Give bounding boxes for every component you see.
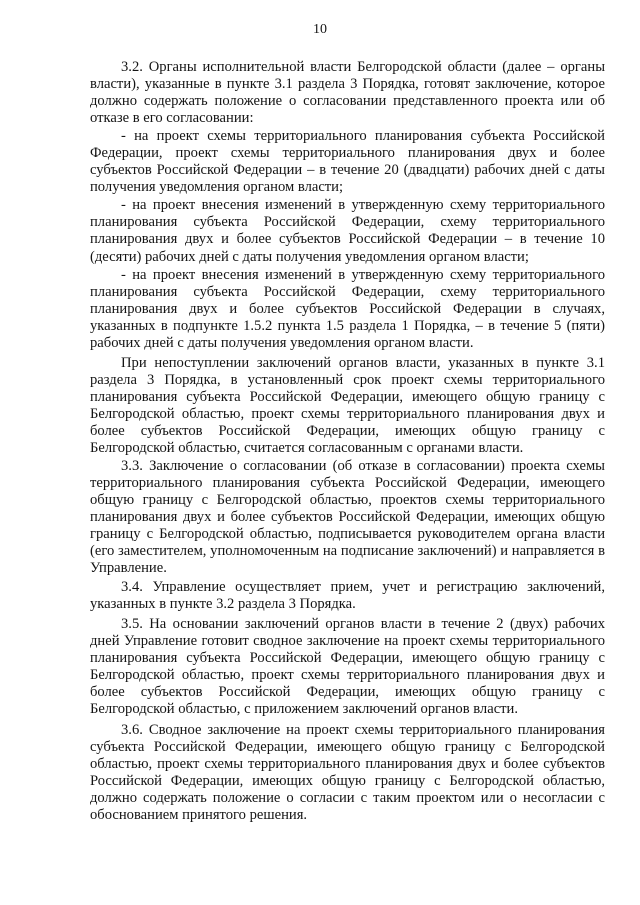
list-item-10-days: - на проект внесения изменений в утвержденную схему территориального планирования субъекта Российской Федерации, схему территориального планирования двух и более субъектов Российской Федерации – в течение 10 (десяти) рабочих дней с даты получения уведомления органом власти; [90,197,605,265]
list-item-5-days: - на проект внесения изменений в утвержденную схему территориального планирования субъекта Российской Федерации, схему территориального планирования двух и более субъектов Российской Федерации в случаях, указанных в подпункте 1.5.2 пункта 1.5 раздела 1 Порядка, – в течение 5 (пяти) рабочих дней с даты получения уведомления органом власти. [90,266,605,351]
paragraph-3-3: 3.3. Заключение о согласовании (об отказе в согласовании) проекта схемы территориального планирования субъекта Российской Федерации, имеющего общую границу с Белгородской областью, проектов схемы территориального планирования двух и более субъектов Российской Федерации, имеющих общую границу с Белгородской областью, подписывается руководителем органа власти (его заместителем, уполномоченным на подписание заключений) и направляется в Управление. [90,458,605,577]
document-body [90,59,605,824]
paragraph-non-receipt: При непоступлении заключений органов власти, указанных в пункте 3.1 раздела 3 Порядка, в установленный срок проект схемы территориального планирования субъекта Российской Федерации, имеющего общую границу с Белгородской областью, проект схемы территориального планирования двух и более субъектов Российской Федерации, имеющих общую границу с Белгородской областью, считается согласованным с органами власти. [90,354,605,457]
paragraph-3-2: 3.2. Органы исполнительной власти Белгородской области (далее – органы власти), указанные в пункте 3.1 раздела 3 Порядка, готовят заключение, которое должно содержать положение о согласовании представленного проекта или об отказе в его согласовании: [90,59,605,127]
list-item-20-days: - на проект схемы территориального планирования субъекта Российской Федерации, проект схемы территориального планирования двух и более субъектов Российской Федерации – в течение 20 (двадцати) рабочих дней с даты получения уведомления органом власти; [90,128,605,196]
paragraph-3-5: 3.5. На основании заключений органов власти в течение 2 (двух) рабочих дней Управление готовит сводное заключение на проект схемы территориального планирования субъекта Российской Федерации, имеющего общую границу с Белгородской областью, проект схемы территориального планирования двух и более субъектов Российской Федерации, имеющих общую границу с Белгородской областью, с приложением заключений органов власти. [90,615,605,717]
paragraph-3-4: 3.4. Управление осуществляет прием, учет и регистрацию заключений, указанных в пункте 3.2 раздела 3 Порядка. [90,579,605,613]
paragraph-3-6: 3.6. Сводное заключение на проект схемы территориального планирования субъекта Российской Федерации, имеющего общую границу с Белгородской областью, проект схемы территориального планирования двух и более субъектов Российской Федерации, имеющих общую границу с Белгородской областью, должно содержать положение о согласии с таким проектом или о несогласии с обоснованием принятого решения. [90,721,605,824]
page-number: 10 [313,22,327,37]
